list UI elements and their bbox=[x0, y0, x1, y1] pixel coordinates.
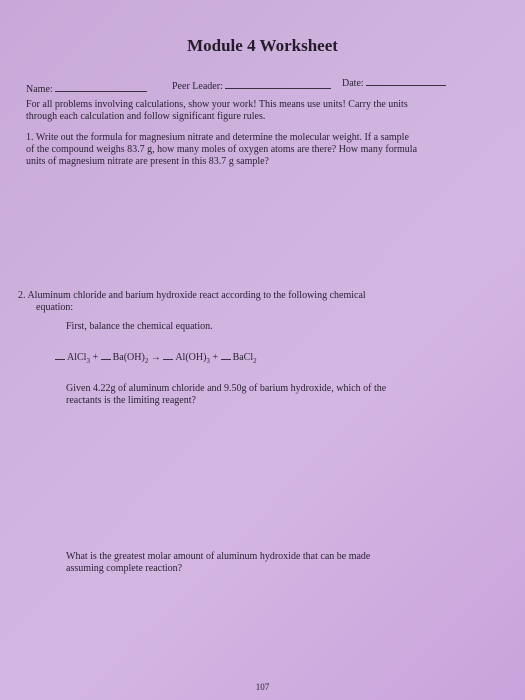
instructions-line: through each calculation and follow significant figure rules. bbox=[26, 111, 266, 122]
peer-leader-blank[interactable] bbox=[225, 79, 331, 89]
page-number: 107 bbox=[255, 682, 270, 692]
peer-leader-label: Peer Leader: bbox=[172, 81, 223, 92]
name-field bbox=[26, 82, 147, 95]
question-2-line: 2. Aluminum chloride and barium hydroxide react according to the following chemical bbox=[18, 290, 366, 301]
question-1-line: units of magnesium nitrate are present in this 83.7 g sample? bbox=[26, 156, 269, 167]
plus-sign: + bbox=[212, 352, 219, 363]
name-label: Name: bbox=[26, 84, 53, 95]
question-2 bbox=[18, 290, 498, 314]
reactant-aluminum-chloride: AlCl$_3$ bbox=[67, 352, 90, 365]
reaction-arrow-icon: → bbox=[150, 352, 161, 363]
product-aluminum-hydroxide: $Al(OH)_3$ bbox=[175, 352, 210, 365]
chemical-equation bbox=[55, 351, 257, 365]
question-1-line: of the compound weighs 83.7 g, how many moles of oxygen atoms are there? How many formula bbox=[26, 144, 418, 155]
question-2-line: assuming complete reaction? bbox=[66, 563, 183, 574]
question-2-line: reactants is the limiting reagent? bbox=[66, 395, 196, 406]
limiting-reagent-question bbox=[66, 383, 486, 407]
coefficient-blank[interactable] bbox=[55, 351, 65, 360]
product-barium-chloride: BaCl$_2$ bbox=[232, 352, 257, 365]
balance-instruction: First, balance the chemical equation. bbox=[66, 321, 213, 332]
molar-amount-question bbox=[66, 551, 486, 575]
date-label: Date: bbox=[342, 78, 364, 89]
name-blank[interactable] bbox=[55, 82, 147, 92]
coefficient-blank[interactable] bbox=[163, 351, 173, 360]
question-2-line: Given 4.22g of aluminum chloride and 9.50g of barium hydroxide, which of the bbox=[66, 383, 387, 394]
question-1-line: 1. Write out the formula for magnesium nitrate and determine the molecular weight. If a sample bbox=[26, 132, 409, 143]
instructions bbox=[26, 99, 496, 123]
instructions-line: For all problems involving calculations, show your work! This means use units! Carry the units bbox=[26, 99, 408, 110]
date-blank[interactable] bbox=[366, 76, 446, 86]
plus-sign: + bbox=[92, 352, 99, 363]
question-1 bbox=[26, 132, 506, 168]
question-2-line: equation: bbox=[36, 302, 74, 313]
date-field bbox=[342, 76, 446, 89]
question-2-line: What is the greatest molar amount of aluminum hydroxide that can be made bbox=[66, 551, 371, 562]
peer-leader-field bbox=[172, 79, 331, 92]
coefficient-blank[interactable] bbox=[101, 351, 111, 360]
coefficient-blank[interactable] bbox=[221, 351, 231, 360]
page-title: Module 4 Worksheet bbox=[187, 36, 338, 55]
reactant-barium-hydroxide: $Ba(OH)_2$ bbox=[112, 352, 149, 365]
